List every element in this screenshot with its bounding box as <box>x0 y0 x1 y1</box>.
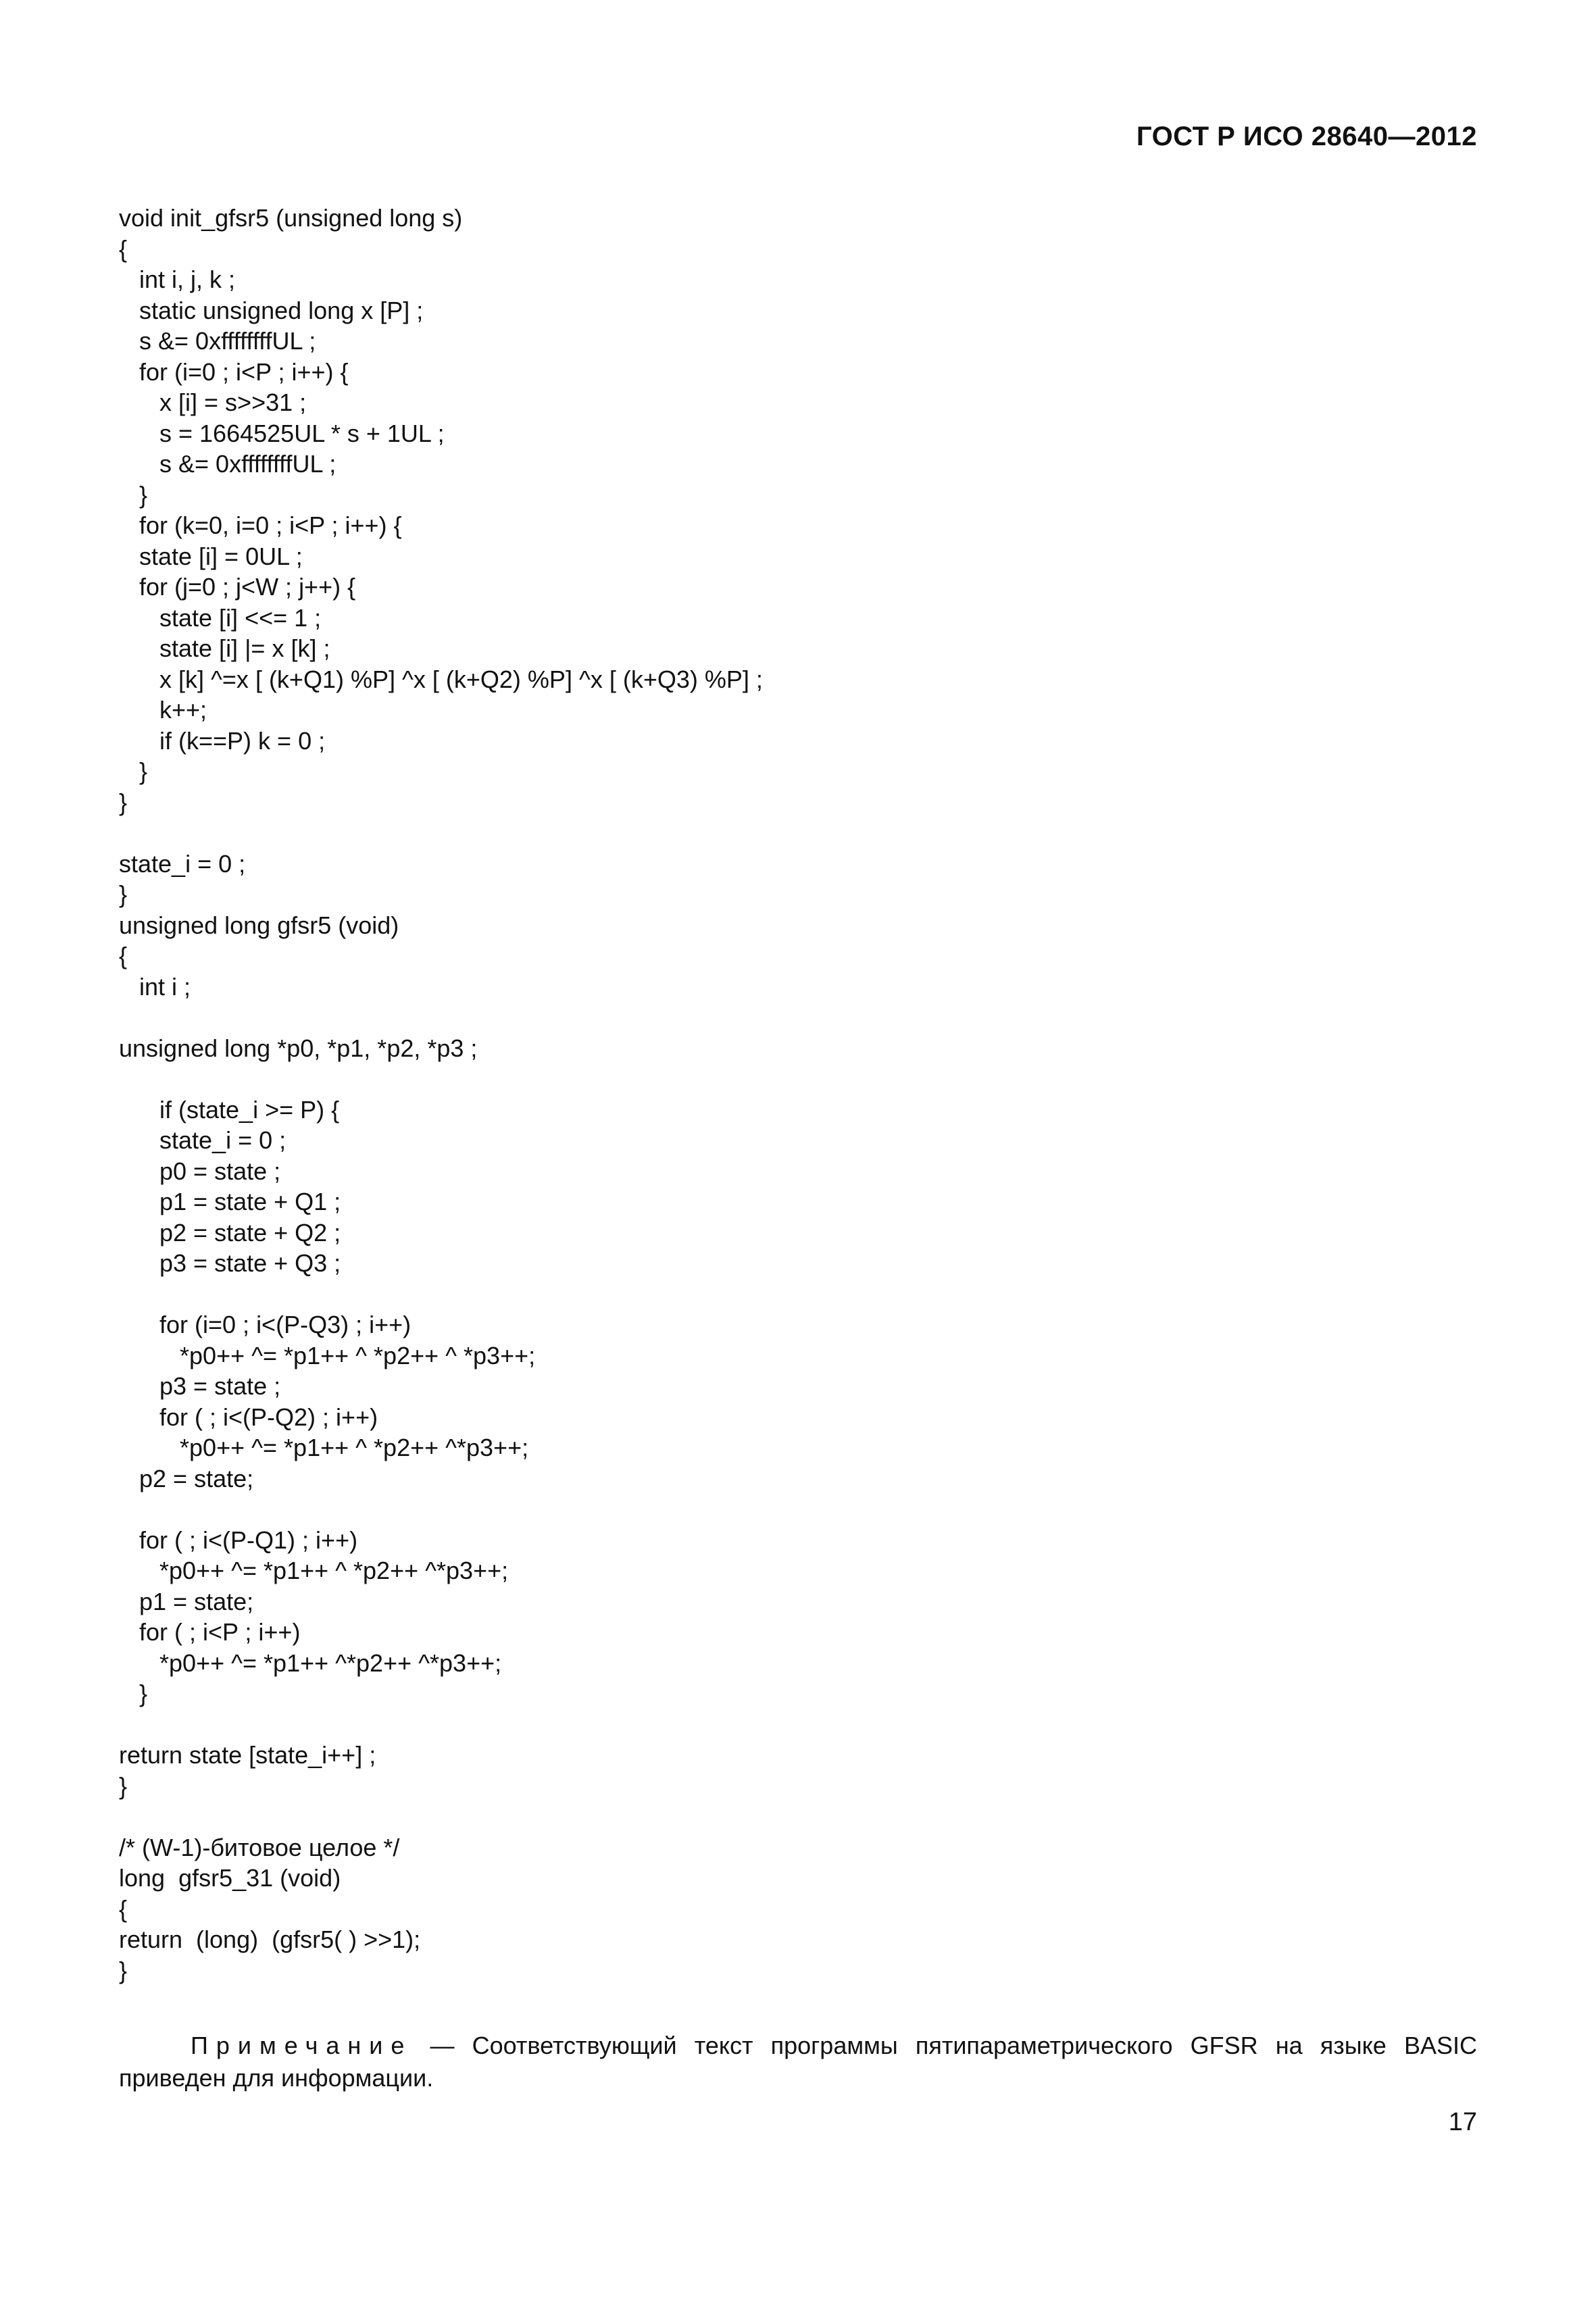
code-line: *p0++ ^= *p1++ ^ *p2++ ^*p3++; <box>119 1434 529 1461</box>
code-line: p3 = state ; <box>119 1372 281 1400</box>
code-line: for ( ; i<(P-Q2) ; i++) <box>119 1403 378 1431</box>
code-line: unsigned long *p0, *p1, *p2, *p3 ; <box>119 1034 478 1062</box>
code-line: for (j=0 ; j<W ; j++) { <box>119 573 356 601</box>
code-line: } <box>119 880 128 908</box>
code-line: state [i] |= x [k] ; <box>119 634 330 662</box>
note-text-line1: — Соответствующий текст программы пятипараметрического GFSR на языке BASIC <box>430 2032 1477 2059</box>
code-line: { <box>119 942 128 970</box>
code-line: state [i] <<= 1 ; <box>119 603 322 632</box>
code-line: int i ; <box>119 972 191 1001</box>
code-line: x [i] = s>>31 ; <box>119 388 307 416</box>
code-line: for (i=0 ; i<P ; i++) { <box>119 357 349 386</box>
code-line: x [k] ^=x [ (k+Q1) %P] ^x [ (k+Q2) %P] ^x [ (k+Q3) %P] ; <box>119 665 763 693</box>
code-line: for (k=0, i=0 ; i<P ; i++) { <box>119 511 402 539</box>
code-line: s = 1664525UL * s + 1UL ; <box>119 419 445 447</box>
code-line: *p0++ ^= *p1++ ^ *p2++ ^*p3++; <box>119 1557 509 1584</box>
code-line: } <box>119 1771 128 1800</box>
code-line <box>119 1494 1477 1525</box>
code-line <box>119 1002 1477 1033</box>
code-line: state_i = 0 ; <box>119 1126 286 1154</box>
code-line: long gfsr5_31 (void) <box>119 1864 341 1892</box>
code-line: for (i=0 ; i<(P-Q3) ; i++) <box>119 1311 412 1338</box>
note-label: Примечание <box>191 2032 413 2059</box>
code-line: k++; <box>119 696 207 724</box>
code-line: s &= 0xffffffffUL ; <box>119 450 336 478</box>
code-line: p2 = state + Q2 ; <box>119 1218 341 1247</box>
note-block <box>119 2030 1477 2094</box>
code-line: /* (W-1)-битовое целое */ <box>119 1833 400 1861</box>
code-line: p0 = state ; <box>119 1157 281 1185</box>
code-listing <box>119 203 1477 1986</box>
code-line: p1 = state + Q1 ; <box>119 1188 341 1215</box>
code-line <box>119 1279 1477 1310</box>
code-line: } <box>119 1680 148 1707</box>
code-line <box>119 1709 1477 1740</box>
code-line: p1 = state; <box>119 1587 254 1615</box>
code-line: return state [state_i++] ; <box>119 1741 376 1769</box>
code-line: } <box>119 1956 128 1984</box>
code-line: } <box>119 788 128 816</box>
code-line: void init_gfsr5 (unsigned long s) <box>119 204 463 232</box>
code-line: unsigned long gfsr5 (void) <box>119 911 399 939</box>
code-line <box>119 1801 1477 1832</box>
code-line: static unsigned long x [P] ; <box>119 296 424 324</box>
code-line: p3 = state + Q3 ; <box>119 1249 341 1277</box>
code-line: if (k==P) k = 0 ; <box>119 726 326 755</box>
note-first-line <box>119 2030 1477 2062</box>
code-line: } <box>119 757 148 785</box>
code-line: return (long) (gfsr5( ) >>1); <box>119 1926 421 1953</box>
code-line: p2 = state; <box>119 1464 254 1492</box>
code-line: state [i] = 0UL ; <box>119 542 303 570</box>
code-line <box>119 818 1477 849</box>
code-line: int i, j, k ; <box>119 266 236 293</box>
page-number: 17 <box>1448 2108 1477 2136</box>
code-line: { <box>119 1894 128 1923</box>
code-line: for ( ; i<P ; i++) <box>119 1618 301 1646</box>
code-line <box>119 1063 1477 1095</box>
code-line: state_i = 0 ; <box>119 849 246 878</box>
code-line: } <box>119 480 148 509</box>
document-header: ГОСТ Р ИСО 28640—2012 <box>1136 122 1477 151</box>
code-line: s &= 0xffffffffUL ; <box>119 327 316 355</box>
note-text-line2: приведен для информации. <box>119 2064 434 2092</box>
code-line: { <box>119 234 128 263</box>
code-line: for ( ; i<(P-Q1) ; i++) <box>119 1526 358 1554</box>
code-line: *p0++ ^= *p1++ ^*p2++ ^*p3++; <box>119 1649 502 1677</box>
code-line: if (state_i >= P) { <box>119 1095 340 1124</box>
code-line: *p0++ ^= *p1++ ^ *p2++ ^ *p3++; <box>119 1341 536 1369</box>
